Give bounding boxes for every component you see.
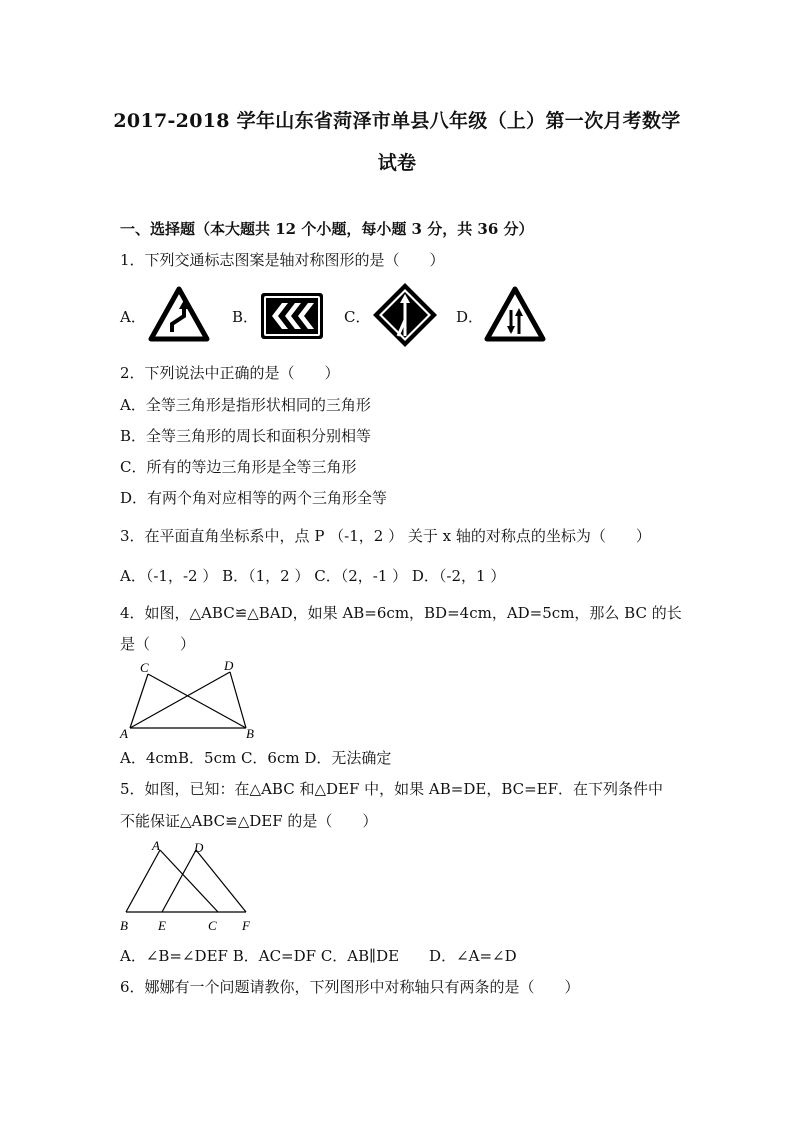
q5-label-f: F: [242, 918, 250, 933]
q2-option-c: C．所有的等边三角形是全等三角形: [120, 458, 357, 476]
q5-label-d: D: [194, 840, 204, 855]
question-1-stem: 1．下列交通标志图案是轴对称图形的是（ ）: [120, 251, 445, 269]
q5-label-b: B: [120, 918, 128, 933]
question-5-stem-line-2: 不能保证△ABC≌△DEF 的是（ ）: [120, 812, 378, 830]
question-5-stem-line-1: 5．如图，已知：在△ABC 和△DEF 中，如果 AB=DE，BC=EF．在下列条件中: [120, 780, 664, 798]
q2-option-b: B．全等三角形的周长和面积分别相等: [120, 427, 372, 445]
question-3-stem: 3．在平面直角坐标系中，点 P （-1，2 ） 关于 x 轴的对称点的坐标为（ ）: [120, 527, 651, 545]
section-heading: 一、选择题（本大题共 12 个小题，每小题 3 分，共 36 分）: [120, 220, 534, 238]
question-6-stem: 6．娜娜有一个问题请教你，下列图形中对称轴只有两条的是（ ）: [120, 978, 580, 996]
q1-option-b-label: B．: [232, 308, 259, 326]
q4-options: A．4cmB．5cm C．6cm D．无法确定: [120, 749, 392, 767]
q2-option-d: D．有两个角对应相等的两个三角形全等: [120, 489, 388, 507]
q5-label-e: E: [158, 918, 166, 933]
question-4-stem-line-2: 是（ ）: [120, 635, 196, 653]
q4-figure: [118, 656, 268, 740]
exam-title-line-1: 2017-2018 学年山东省菏泽市单县八年级（上）第一次月考数学: [113, 110, 681, 132]
q1-option-c-label: C．: [344, 308, 371, 326]
q5-figure: [118, 836, 264, 934]
q4-label-d: D: [224, 658, 234, 673]
q3-options: A．（-1，-2 ） B．（1，2 ） C．（2，-1 ） D．（-2，1 ）: [120, 567, 506, 585]
merge-diamond-sign-icon: [372, 282, 438, 348]
question-4-stem-line-1: 4．如图，△ABC≌△BAD，如果 AB=6cm，BD=4cm，AD=5cm，那么 BC 的长: [120, 604, 682, 622]
q5-label-c: C: [208, 918, 217, 933]
q5-options: A．∠B=∠DEF B．AC=DF C．AB∥DE D．∠A=∠D: [120, 947, 517, 965]
double-bend-sign-icon: [148, 286, 210, 342]
q4-label-a: A: [120, 726, 128, 741]
question-2-stem: 2．下列说法中正确的是（ ）: [120, 364, 340, 382]
chevron-sign-icon: [260, 292, 324, 340]
q2-option-a: A．全等三角形是指形状相同的三角形: [120, 396, 371, 414]
q1-option-a-label: A．: [120, 308, 146, 326]
exam-title-line-2: 试卷: [377, 152, 417, 174]
two-way-traffic-sign-icon: [484, 286, 546, 342]
q1-option-d-label: D．: [456, 308, 484, 326]
q5-label-a: A: [152, 838, 160, 853]
q4-label-b: B: [246, 726, 254, 741]
q4-label-c: C: [140, 660, 149, 675]
